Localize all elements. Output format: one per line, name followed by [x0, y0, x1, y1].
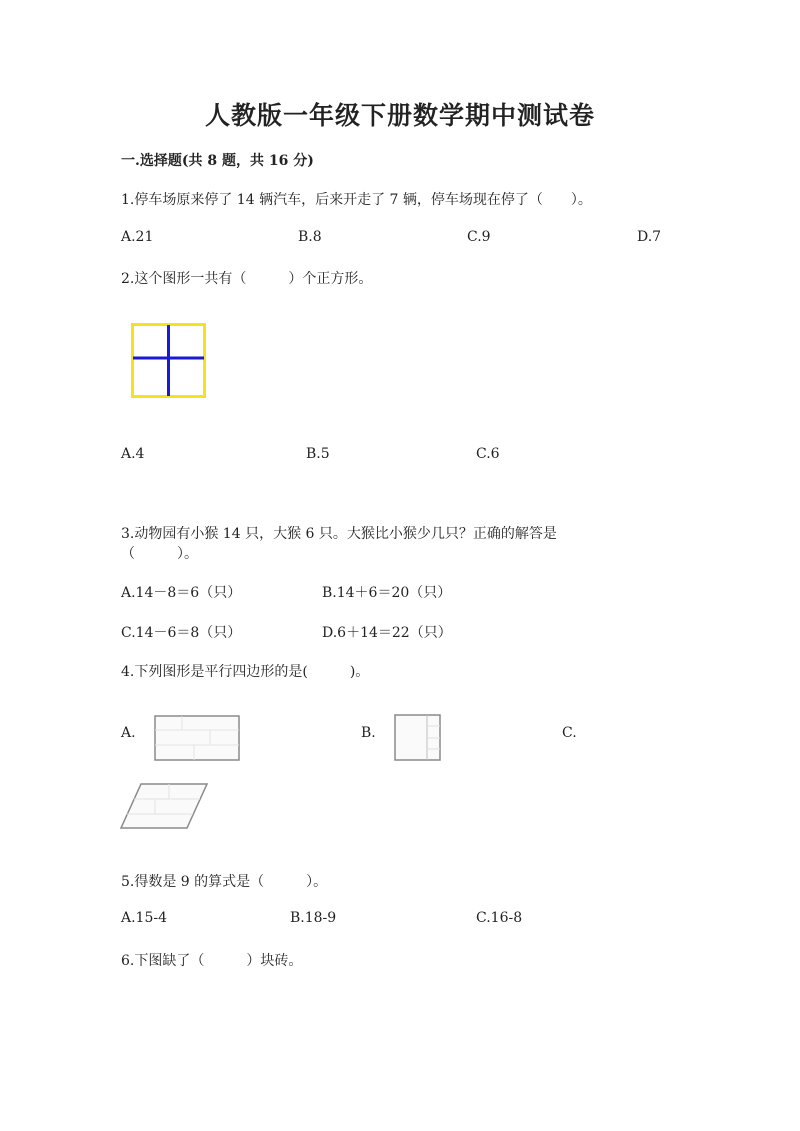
question-5-option-b[interactable]: B.18-9: [290, 910, 337, 926]
question-1-option-d[interactable]: D.7: [637, 229, 662, 245]
question-4-stem: 4.下列图形是平行四边形的是( )。: [121, 664, 370, 680]
question-1-option-c[interactable]: C.9: [467, 229, 491, 245]
question-2-stem: 2.这个图形一共有（ ）个正方形。: [121, 271, 373, 287]
question-4-option-b[interactable]: B.: [361, 725, 376, 741]
square-grid-figure: [131, 323, 206, 398]
question-5-option-c[interactable]: C.16-8: [476, 910, 523, 926]
question-3-stem-line1: 3.动物园有小猴 14 只，大猴 6 只。大猴比小猴少几只？正确的解答是: [121, 526, 557, 542]
section-heading: 一.选择题(共 8 题，共 16 分): [121, 153, 314, 169]
question-3-stem-line2: （ ）。: [121, 546, 198, 562]
question-4-option-c[interactable]: C.: [562, 725, 577, 741]
question-3-option-d[interactable]: D.6＋14＝22（只）: [322, 625, 452, 641]
question-1-option-a[interactable]: A.21: [121, 229, 154, 245]
question-1-option-b[interactable]: B.8: [298, 229, 322, 245]
parallelogram-shape-image: [119, 782, 209, 830]
question-3-option-c[interactable]: C.14－6＝8（只）: [121, 625, 242, 641]
question-1-stem: 1.停车场原来停了 14 辆汽车，后来开走了 7 辆，停车场现在停了（ ）。: [121, 192, 592, 208]
question-3-option-a[interactable]: A.14－8＝6（只）: [121, 585, 242, 601]
question-2-option-a[interactable]: A.4: [121, 446, 145, 462]
square-shape-image: [394, 714, 441, 761]
question-2-option-b[interactable]: B.5: [306, 446, 330, 462]
rectangle-shape-image: [154, 715, 240, 761]
page-title: 人教版一年级下册数学期中测试卷: [204, 101, 595, 130]
question-2-option-c[interactable]: C.6: [476, 446, 500, 462]
question-3-option-b[interactable]: B.14＋6＝20（只）: [322, 585, 452, 601]
question-5-stem: 5.得数是 9 的算式是（ ）。: [121, 874, 328, 890]
question-5-option-a[interactable]: A.15-4: [121, 910, 168, 926]
question-4-option-a[interactable]: A.: [121, 725, 136, 741]
question-6-stem: 6.下图缺了（ ）块砖。: [121, 953, 303, 969]
